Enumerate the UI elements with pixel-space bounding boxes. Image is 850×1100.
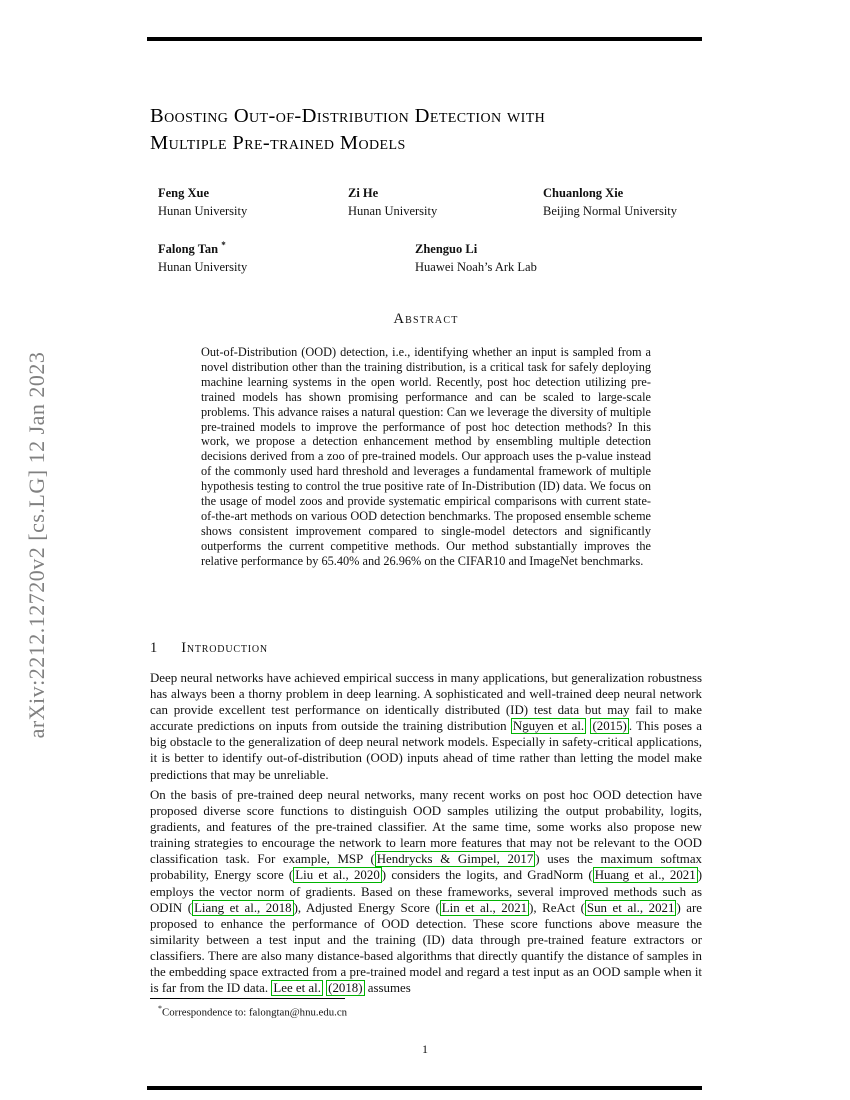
citation-link[interactable]: (2015) xyxy=(592,719,627,734)
page-number: 1 xyxy=(422,1042,428,1056)
citation-link[interactable]: (2018) xyxy=(328,981,363,996)
body-text: ), Adjusted Energy Score ( xyxy=(293,900,440,915)
body-text: ), ReAct ( xyxy=(529,900,585,915)
body-text: ) are proposed to enhance the performance of OOD detection. These score functions above measure the similarity between a test input and the training (ID) data through pre-trained feature extractors or classifiers. There are also many distance-based algorithms that directly quantify the distance of samples in the embedding space extracted from a pre-trained model and regard a test input as an OOD sample when it is far from the ID data. xyxy=(150,900,703,996)
author xyxy=(415,240,537,275)
author-name xyxy=(543,184,677,201)
body-text: . This poses a big obstacle to the generalization of deep neural network models. Especially in safety-critical applications, it is better to identify out-of-distribution (OOD) inputs ahead of time rather than letting the model make predictions that may be unreliable. xyxy=(150,719,702,782)
section-number: 1 xyxy=(150,640,158,656)
author xyxy=(158,184,247,219)
author xyxy=(348,184,437,219)
author-name-text: Zhenguo Li xyxy=(415,242,478,257)
body-text: On the basis of pre-trained deep neural networks, many recent works on post hoc OOD detection have proposed diverse score functions to distinguish OOD samples utilizing the output probability, logits, gradients, and features of the pre-trained classifier. At the same time, some works also propose new training strategies to encourage the network to learn more features that may not be relevant to the OOD classification task. For example, MSP ( xyxy=(150,788,702,867)
author-affiliation: Hunan University xyxy=(158,204,248,219)
author-name-text: Zi He xyxy=(348,186,379,201)
arxiv-watermark: arXiv:2212.12720v2 [cs.LG] 12 Jan 2023 xyxy=(24,351,49,739)
author-block xyxy=(150,184,706,289)
author-name xyxy=(158,240,247,257)
body-text: ) uses the maximum softmax probability, Energy score ( xyxy=(150,852,702,883)
section-title: Introduction xyxy=(181,640,268,656)
author-name xyxy=(415,240,537,257)
author-name-text: Falong Tan xyxy=(158,242,219,257)
citation-link[interactable]: Hendrycks & Gimpel, 2017 xyxy=(376,852,534,867)
paper-title-line2: Multiple Pre-trained Models xyxy=(150,132,406,154)
correspondence-footnote xyxy=(158,1004,347,1019)
citation-link[interactable]: Liang et al., 2018 xyxy=(194,900,292,915)
top-rule xyxy=(147,37,702,41)
body-text: assumes xyxy=(364,981,411,996)
citation-link[interactable]: Liu et al., 2020 xyxy=(295,868,380,883)
citation-link[interactable]: Lin et al., 2021 xyxy=(441,900,528,915)
citation-link[interactable]: Lee et al. xyxy=(273,981,321,996)
bottom-rule xyxy=(147,1086,702,1090)
body-text: ) considers the logits, and GradNorm ( xyxy=(381,868,593,883)
citation-link[interactable]: Huang et al., 2021 xyxy=(594,868,696,883)
author-name-text: Chuanlong Xie xyxy=(543,186,624,201)
intro-paragraph-2 xyxy=(150,787,702,996)
paper-title xyxy=(150,103,706,157)
author-name-text: Feng Xue xyxy=(158,186,210,201)
author-name xyxy=(348,184,437,201)
author-affiliation: Huawei Noah’s Ark Lab xyxy=(415,260,537,275)
abstract-text: Out-of-Distribution (OOD) detection, i.e., identifying whether an input is sampled from a novel distribution other than the training distribution, is a critical task for safely deploying machine learning systems in the open world. Recently, post hoc detection utilizing pre-trained models has shown promising performance and can be scaled to large-scale problems. This advance raises a natural question: Can we leverage the diversity of multiple pre-trained models to improve the performance of post hoc detection methods? In this work, we propose a detection enhancement method by ensembling multiple detection decisions derived from a zoo of pre-trained models. Our approach uses the p-value instead of the commonly used hard threshold and leverages a fundamental framework of multiple hypothesis testing to control the true positive rate of In-Distribution (ID) data. We focus on the usage of model zoos and provide systematic empirical comparisons with current state-of-the-art methods on various OOD detection benchmarks. The proposed ensemble scheme shows consistent improvement compared to single-model detectors and significantly outperforms the current competitive methods. Our method substantially improves the relative performance by 65.40% and 26.96% on the CIFAR10 and ImageNet benchmarks. xyxy=(201,345,651,568)
author xyxy=(158,240,247,275)
body-text: ) employs the vector norm of gradients. Based on these frameworks, several improved methods such as ODIN ( xyxy=(150,868,702,915)
section-1-heading xyxy=(150,640,268,657)
author-mark: * xyxy=(221,240,226,250)
footnote-text: Correspondence to: falongtan@hnu.edu.cn xyxy=(162,1006,348,1019)
body-text: Deep neural networks have achieved empirical success in many applications, but generalization robustness has always been a thorny problem in deep learning. A sophisticated and well-trained deep neural network can provide excellent test performance on identically distributed (ID) test data but may fail to make accurate predictions on inputs from outside the training distribution xyxy=(150,671,702,734)
footnote-mark: * xyxy=(158,1004,162,1013)
author-affiliation: Hunan University xyxy=(348,204,438,219)
abstract-heading: Abstract xyxy=(393,311,459,327)
author-affiliation: Beijing Normal University xyxy=(543,204,678,219)
paper-title-line1: Boosting Out-of-Distribution Detection with xyxy=(150,105,546,127)
author xyxy=(543,184,677,219)
intro-paragraph-1 xyxy=(150,670,702,783)
author-name xyxy=(158,184,247,201)
footnote-rule xyxy=(150,998,345,999)
citation-link[interactable]: Sun et al., 2021 xyxy=(586,900,675,915)
author-affiliation: Hunan University xyxy=(158,260,248,275)
citation-link[interactable]: Nguyen et al. xyxy=(512,719,585,734)
